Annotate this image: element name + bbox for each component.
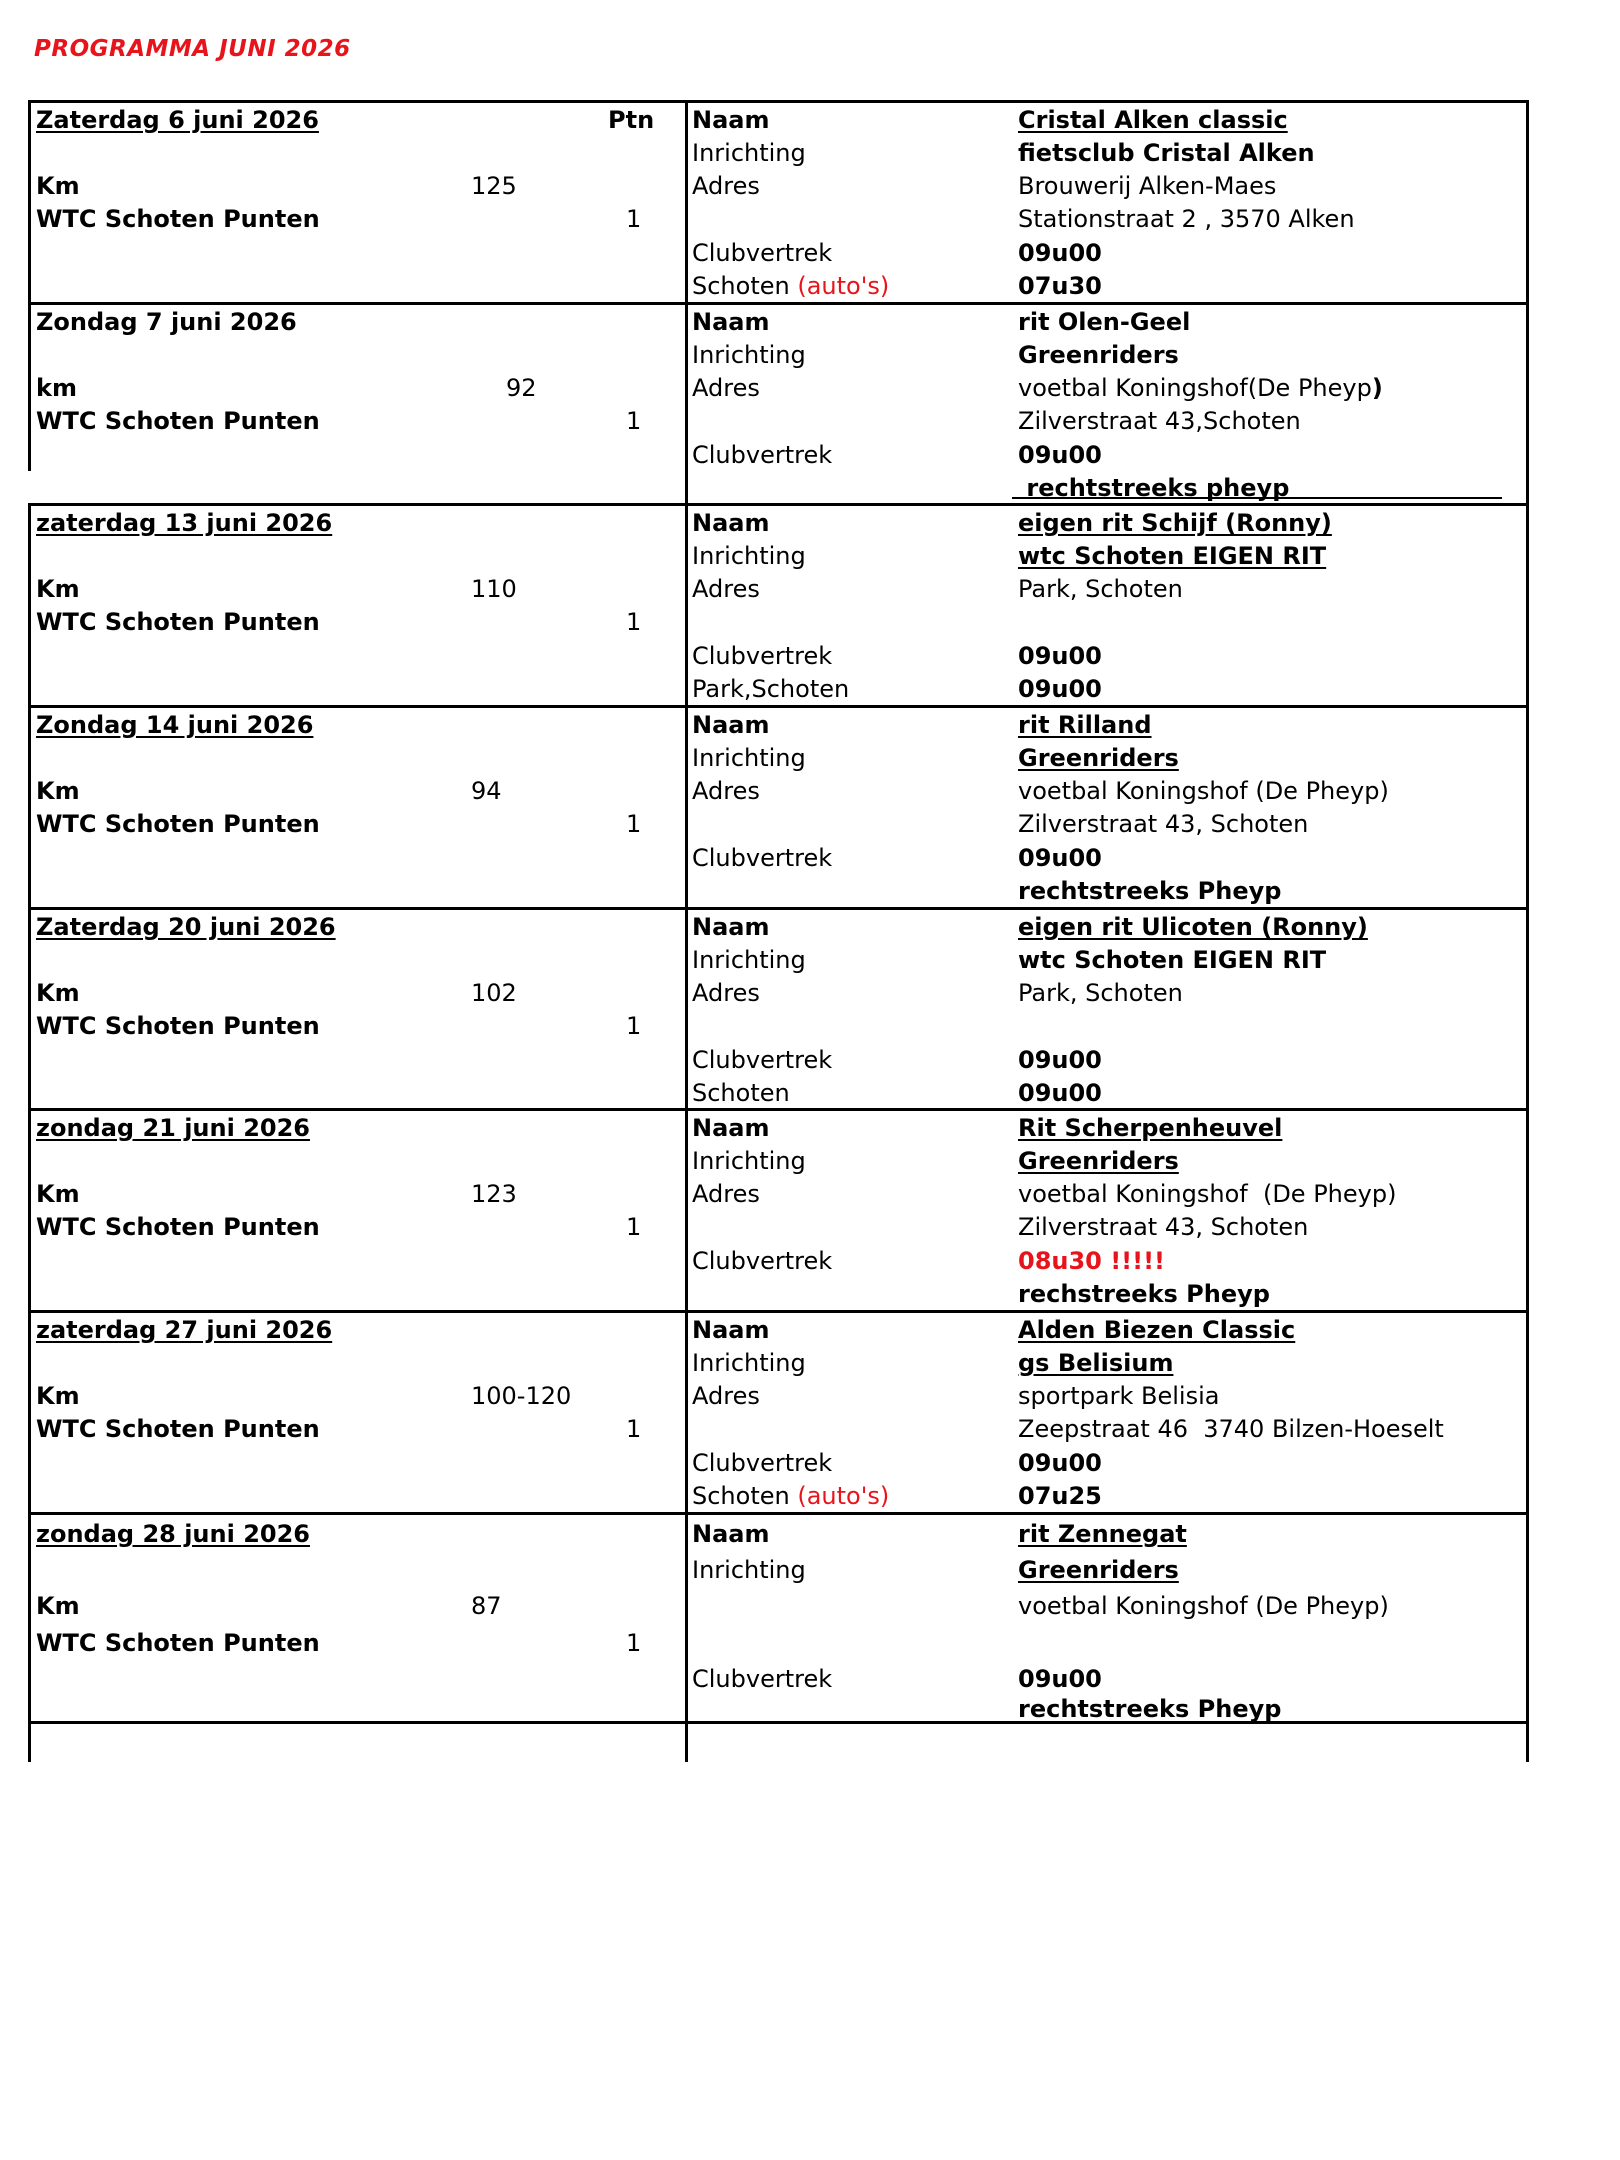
km-value: 123 [471,1180,517,1208]
points-label: WTC Schoten Punten [36,205,320,233]
adres-label: Adres [692,575,760,603]
inrichting-label: Inrichting [692,946,806,974]
row-separator [28,1721,1529,1724]
event-row [28,1108,1529,1310]
adres-label: Adres [692,374,760,402]
km-label: km [36,374,77,402]
naam-label: Naam [692,1316,770,1344]
km-label: Km [36,1592,80,1620]
km-value: 100-120 [471,1382,572,1410]
event-name: rit Olen-Geel [1018,308,1191,336]
naam-label: Naam [692,711,770,739]
km-label: Km [36,172,80,200]
clubvertrek-label: Clubvertrek [692,844,833,872]
points-label: WTC Schoten Punten [36,1012,320,1040]
page-title: PROGRAMMA JUNI 2026 [34,36,351,62]
clubvertrek-label: Clubvertrek [692,1665,833,1693]
km-value: 87 [471,1592,502,1620]
points-value: 1 [626,1213,642,1241]
schoten-text: Schoten [692,272,790,300]
clubvertrek-time: 09u00 [1018,1449,1102,1477]
km-value: 102 [471,979,517,1007]
event-row [28,100,1529,302]
clubvertrek-label: Clubvertrek [692,1247,833,1275]
points-label: WTC Schoten Punten [36,407,320,435]
km-label: Km [36,575,80,603]
address-line-2: Zilverstraat 43,Schoten [1018,407,1301,435]
address: sportpark Belisia [1018,1382,1220,1410]
km-label: Km [36,777,80,805]
km-label: Km [36,979,80,1007]
schoten-label: Schoten [692,1079,790,1107]
address: voetbal Koningshof (De Pheyp) [1018,1592,1389,1620]
event-name: Cristal Alken classic [1018,106,1288,134]
ptn-header: Ptn [608,106,655,134]
address-line-2: Zilverstraat 43, Schoten [1018,1213,1309,1241]
points-label: WTC Schoten Punten [36,1629,320,1657]
schoten-label [692,1481,889,1511]
event-name: eigen rit Ulicoten (Ronny) [1018,913,1368,941]
schoten-time: 09u00 [1018,1079,1102,1107]
adres-label: Adres [692,1382,760,1410]
points-value: 1 [626,205,642,233]
event-name: eigen rit Schijf (Ronny) [1018,509,1332,537]
points-value: 1 [626,1415,642,1443]
clubvertrek-time: 09u00 [1018,1046,1102,1074]
event-row [28,1310,1529,1512]
event-date: zaterdag 13 juni 2026 [36,509,333,537]
event-date: Zondag 7 juni 2026 [36,308,297,336]
address: voetbal Koningshof (De Pheyp) [1018,777,1389,805]
departure-note: rechtstreeks pheyp [1018,474,1290,502]
clubvertrek-time: 09u00 [1018,239,1102,267]
event-date: Zaterdag 20 juni 2026 [36,913,336,941]
schoten-time: 07u30 [1018,272,1102,300]
km-value: 92 [506,374,537,402]
event-row [28,503,1529,705]
organizer: wtc Schoten EIGEN RIT [1018,542,1327,570]
points-value: 1 [626,1012,642,1040]
address: Park, Schoten [1018,575,1183,603]
event-row [28,907,1529,1109]
departure-note: rechtstreeks Pheyp [1018,1695,1282,1723]
points-label: WTC Schoten Punten [36,1415,320,1443]
organizer: Greenriders [1018,1147,1179,1175]
address: Park, Schoten [1018,979,1183,1007]
clubvertrek-time: 09u00 [1018,1665,1102,1693]
autos-note: (auto's) [797,1482,890,1510]
adres-label: Adres [692,172,760,200]
schoten-time: 07u25 [1018,1482,1102,1510]
clubvertrek-label: Clubvertrek [692,239,833,267]
adres-label: Adres [692,979,760,1007]
event-name: rit Rilland [1018,711,1152,739]
schoten-label [692,271,889,301]
event-date: zondag 21 juni 2026 [36,1114,310,1142]
clubvertrek-time: 08u30 !!!!! [1018,1247,1165,1275]
address-text: voetbal Koningshof(De Pheyp [1018,374,1372,402]
address-line-2: Zilverstraat 43, Schoten [1018,810,1309,838]
address-paren: ) [1371,374,1383,402]
organizer: wtc Schoten EIGEN RIT [1018,946,1327,974]
event-row [28,705,1529,907]
km-value: 110 [471,575,517,603]
clubvertrek-label: Clubvertrek [692,642,833,670]
address: voetbal Koningshof (De Pheyp) [1018,1180,1397,1208]
organizer: fietsclub Cristal Alken [1018,139,1315,167]
inrichting-label: Inrichting [692,139,806,167]
points-label: WTC Schoten Punten [36,1213,320,1241]
adres-label: Adres [692,1180,760,1208]
inrichting-label: Inrichting [692,542,806,570]
inrichting-label: Inrichting [692,341,806,369]
km-value: 94 [471,777,502,805]
inrichting-label: Inrichting [692,1556,806,1584]
event-row [28,302,1529,504]
points-value: 1 [626,608,642,636]
points-label: WTC Schoten Punten [36,810,320,838]
schedule-table [28,100,1529,1762]
points-value: 1 [626,810,642,838]
points-value: 1 [626,407,642,435]
clubvertrek-time: 09u00 [1018,844,1102,872]
points-label: WTC Schoten Punten [36,608,320,636]
address-line-2: Zeepstraat 46 3740 Bilzen-Hoeselt [1018,1415,1444,1443]
event-row [28,1512,1529,1721]
clubvertrek-label: Clubvertrek [692,1449,833,1477]
autos-note: (auto's) [797,272,890,300]
departure-note: rechtstreeks Pheyp [1018,877,1282,905]
address: Brouwerij Alken-Maes [1018,172,1277,200]
event-date: zondag 28 juni 2026 [36,1520,310,1548]
inrichting-label: Inrichting [692,1349,806,1377]
naam-label: Naam [692,106,770,134]
naam-label: Naam [692,509,770,537]
organizer: gs Belisium [1018,1349,1174,1377]
departure-note: rechstreeks Pheyp [1018,1280,1270,1308]
points-value: 1 [626,1629,642,1657]
clubvertrek-time: 09u00 [1018,642,1102,670]
naam-label: Naam [692,308,770,336]
naam-label: Naam [692,1520,770,1548]
event-date: zaterdag 27 juni 2026 [36,1316,333,1344]
naam-label: Naam [692,913,770,941]
address [1018,373,1383,403]
km-label: Km [36,1382,80,1410]
park-time: 09u00 [1018,675,1102,703]
inrichting-label: Inrichting [692,1147,806,1175]
clubvertrek-label: Clubvertrek [692,1046,833,1074]
adres-label: Adres [692,777,760,805]
organizer: Greenriders [1018,1556,1179,1584]
organizer: Greenriders [1018,744,1179,772]
event-name: Alden Biezen Classic [1018,1316,1296,1344]
clubvertrek-time: 09u00 [1018,441,1102,469]
organizer: Greenriders [1018,341,1179,369]
event-date: Zondag 14 juni 2026 [36,711,314,739]
inrichting-label: Inrichting [692,744,806,772]
event-name: Rit Scherpenheuvel [1018,1114,1283,1142]
km-value: 125 [471,172,517,200]
event-date: Zaterdag 6 juni 2026 [36,106,319,134]
address-line-2: Stationstraat 2 , 3570 Alken [1018,205,1355,233]
km-label: Km [36,1180,80,1208]
clubvertrek-label: Clubvertrek [692,441,833,469]
event-name: rit Zennegat [1018,1520,1187,1548]
schoten-text: Schoten [692,1482,790,1510]
naam-label: Naam [692,1114,770,1142]
park-schoten-label: Park,Schoten [692,675,850,703]
